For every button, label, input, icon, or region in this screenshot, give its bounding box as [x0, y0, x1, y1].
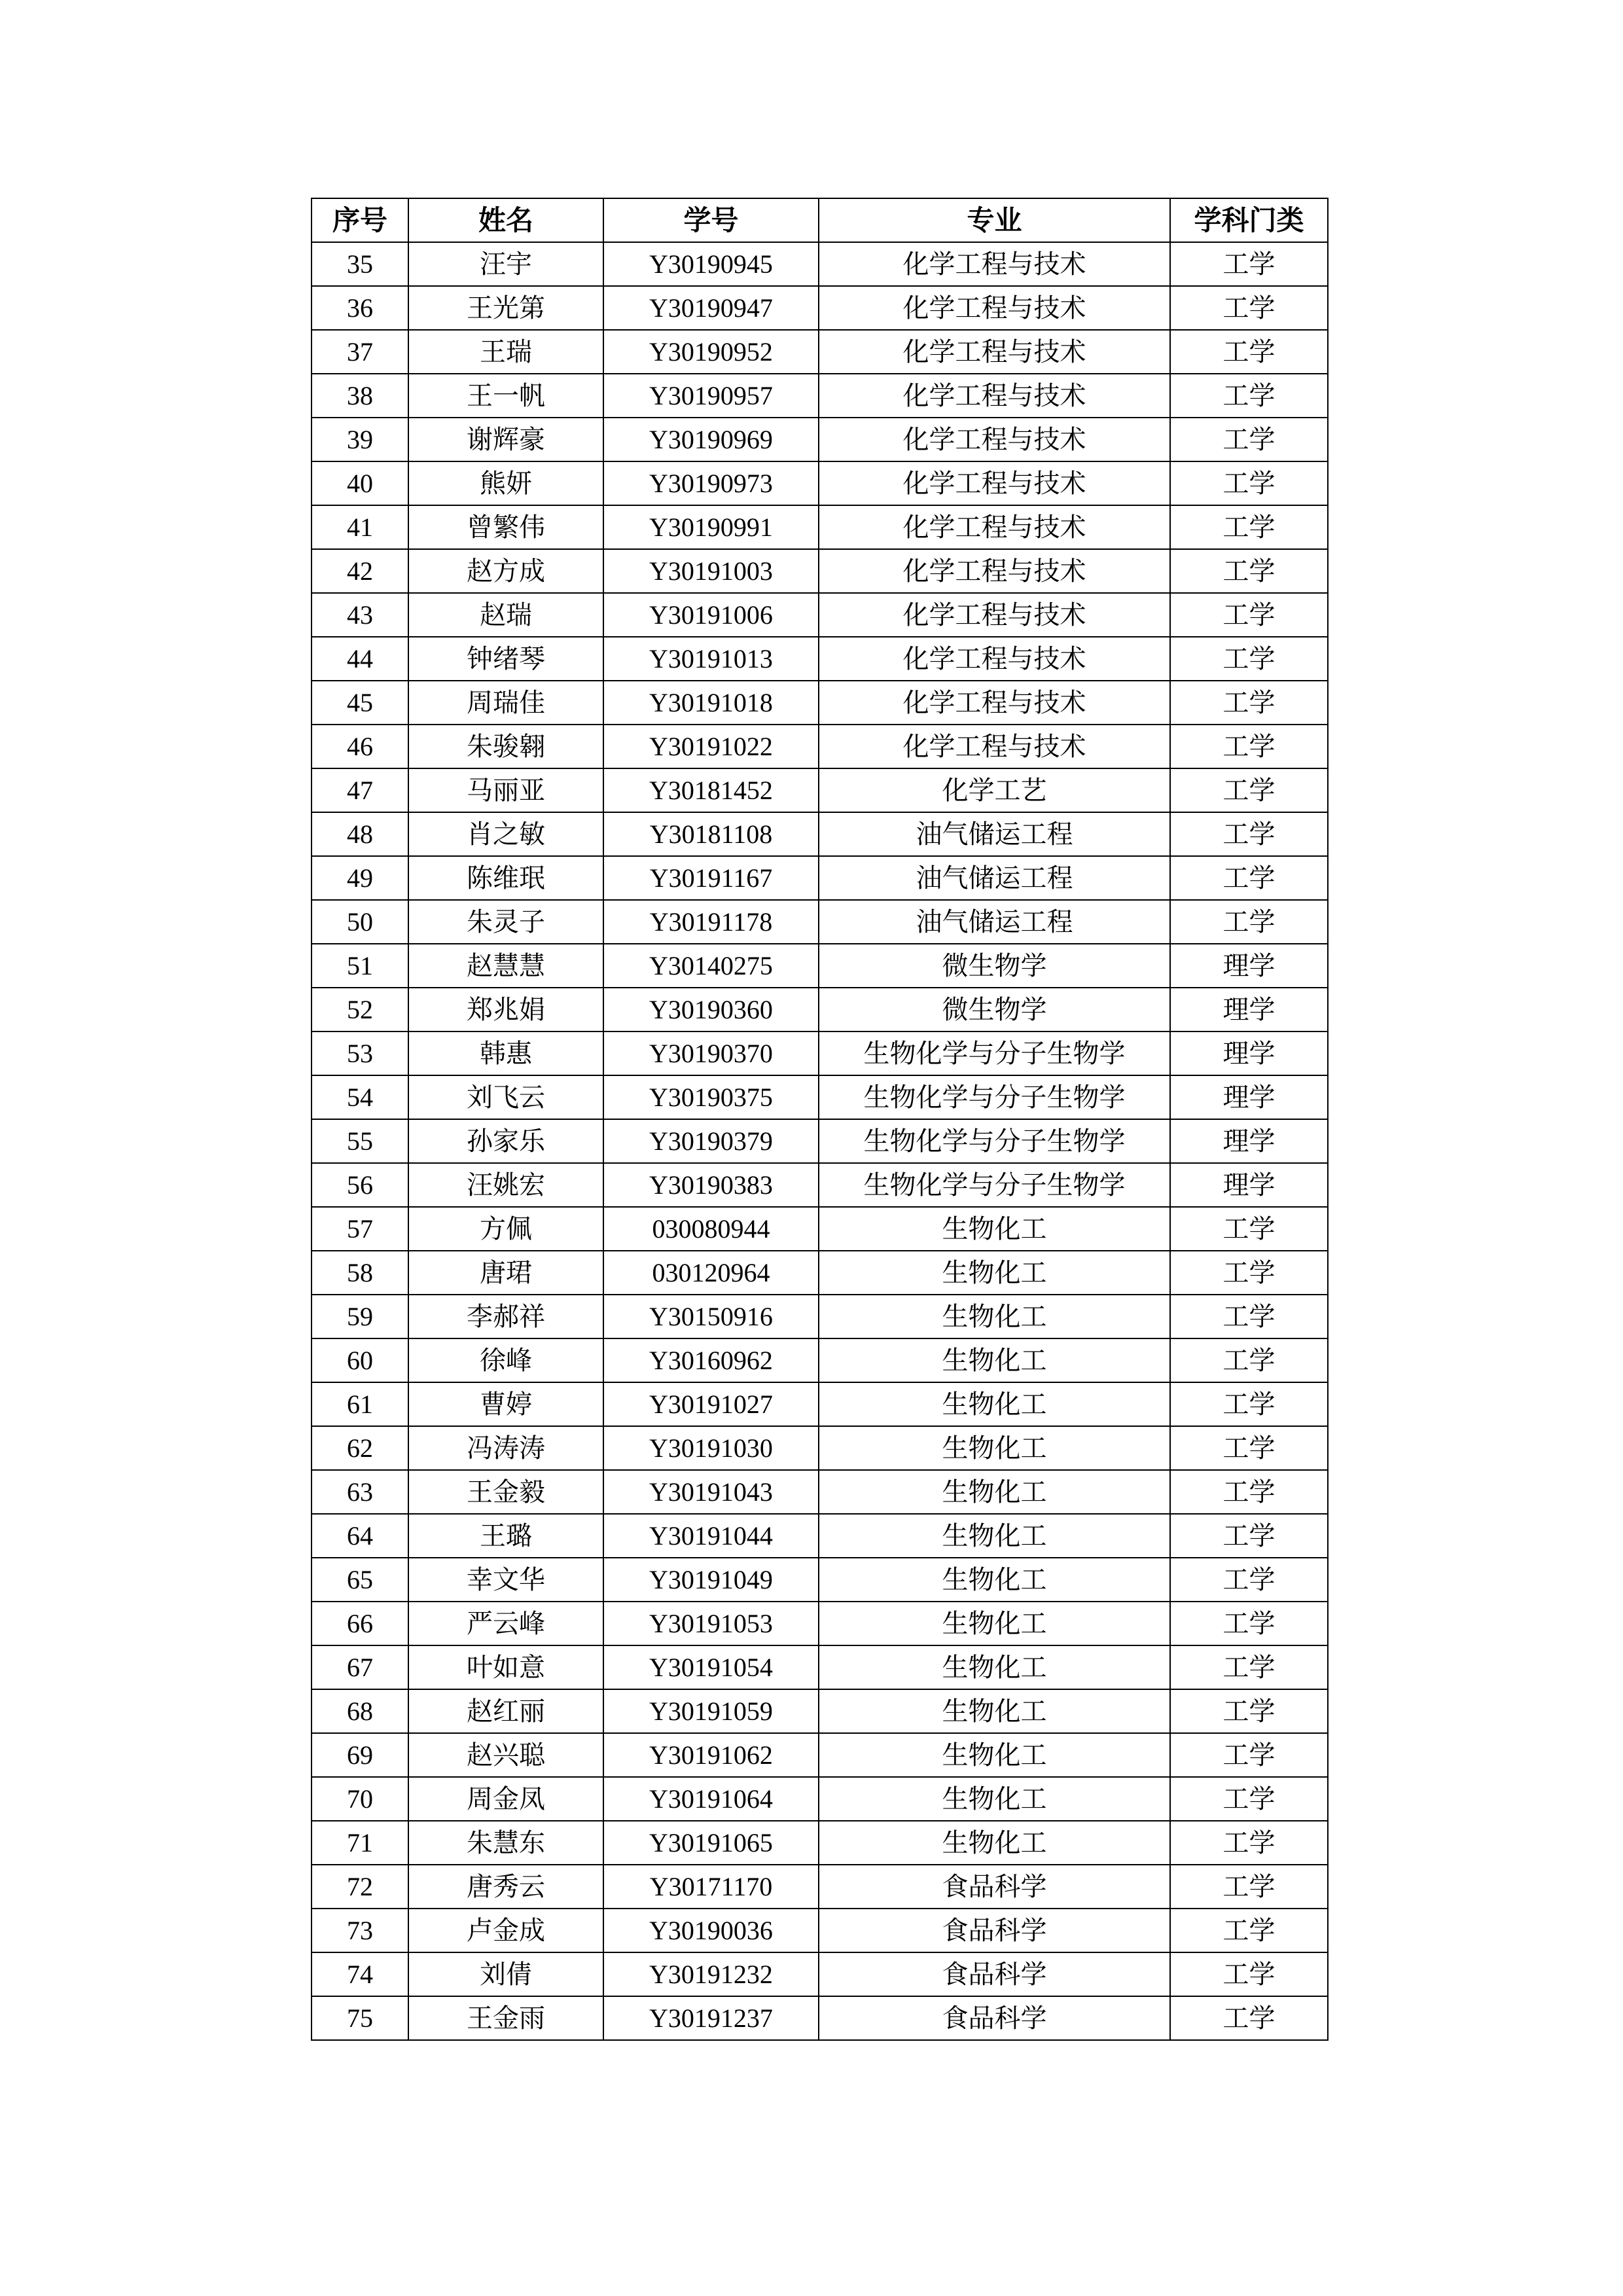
cell-student-id: Y30190952 [603, 330, 819, 374]
cell-name: 刘飞云 [408, 1075, 603, 1119]
cell-index: 71 [312, 1821, 408, 1865]
cell-student-id: Y30191027 [603, 1382, 819, 1426]
table-row [312, 1163, 1328, 1207]
table-row [312, 1119, 1328, 1163]
cell-index: 68 [312, 1689, 408, 1733]
cell-name: 赵红丽 [408, 1689, 603, 1733]
cell-discipline: 理学 [1170, 1031, 1328, 1075]
table-row [312, 1821, 1328, 1865]
cell-name: 周瑞佳 [408, 681, 603, 725]
cell-student-id: Y30181108 [603, 812, 819, 856]
cell-name: 叶如意 [408, 1645, 603, 1689]
cell-student-id: Y30190379 [603, 1119, 819, 1163]
cell-discipline: 工学 [1170, 1689, 1328, 1733]
cell-major: 化学工程与技术 [819, 418, 1170, 461]
cell-discipline: 工学 [1170, 1952, 1328, 1996]
cell-discipline: 工学 [1170, 1645, 1328, 1689]
cell-major: 化学工艺 [819, 768, 1170, 812]
cell-major: 生物化工 [819, 1470, 1170, 1514]
cell-student-id: Y30191065 [603, 1821, 819, 1865]
table-row [312, 1777, 1328, 1821]
cell-student-id: Y30190973 [603, 461, 819, 505]
cell-name: 王璐 [408, 1514, 603, 1558]
cell-discipline: 工学 [1170, 768, 1328, 812]
cell-name: 陈维珉 [408, 856, 603, 900]
cell-name: 王光第 [408, 286, 603, 330]
cell-index: 47 [312, 768, 408, 812]
cell-major: 生物化工 [819, 1382, 1170, 1426]
cell-index: 54 [312, 1075, 408, 1119]
cell-student-id: Y30140275 [603, 944, 819, 988]
cell-index: 74 [312, 1952, 408, 1996]
cell-major: 生物化工 [819, 1689, 1170, 1733]
cell-student-id: Y30191030 [603, 1426, 819, 1470]
cell-discipline: 工学 [1170, 242, 1328, 286]
cell-major: 油气储运工程 [819, 900, 1170, 944]
cell-name: 王金雨 [408, 1996, 603, 2040]
table-row [312, 1558, 1328, 1602]
cell-discipline: 工学 [1170, 812, 1328, 856]
table-row [312, 1645, 1328, 1689]
cell-discipline: 工学 [1170, 1295, 1328, 1338]
cell-student-id: Y30191003 [603, 549, 819, 593]
cell-student-id: Y30191006 [603, 593, 819, 637]
cell-discipline: 工学 [1170, 1338, 1328, 1382]
cell-student-id: Y30190383 [603, 1163, 819, 1207]
cell-name: 赵方成 [408, 549, 603, 593]
cell-index: 41 [312, 505, 408, 549]
table-row [312, 1996, 1328, 2040]
cell-index: 56 [312, 1163, 408, 1207]
cell-discipline: 工学 [1170, 286, 1328, 330]
cell-name: 郑兆娟 [408, 988, 603, 1031]
table-row [312, 988, 1328, 1031]
cell-name: 徐峰 [408, 1338, 603, 1382]
cell-name: 唐珺 [408, 1251, 603, 1295]
cell-major: 食品科学 [819, 1996, 1170, 2040]
cell-index: 64 [312, 1514, 408, 1558]
cell-discipline: 理学 [1170, 1075, 1328, 1119]
table-row [312, 1295, 1328, 1338]
cell-index: 52 [312, 988, 408, 1031]
cell-name: 卢金成 [408, 1909, 603, 1952]
cell-name: 赵兴聪 [408, 1733, 603, 1777]
table-row [312, 418, 1328, 461]
cell-name: 马丽亚 [408, 768, 603, 812]
table-row [312, 1382, 1328, 1426]
cell-name: 朱慧东 [408, 1821, 603, 1865]
cell-student-id: Y30191064 [603, 1777, 819, 1821]
cell-major: 化学工程与技术 [819, 374, 1170, 418]
cell-student-id: Y30171170 [603, 1865, 819, 1909]
cell-name: 朱骏翱 [408, 725, 603, 768]
cell-major: 化学工程与技术 [819, 549, 1170, 593]
cell-name: 王瑞 [408, 330, 603, 374]
cell-discipline: 工学 [1170, 900, 1328, 944]
cell-discipline: 工学 [1170, 1865, 1328, 1909]
table-row [312, 1689, 1328, 1733]
cell-discipline: 工学 [1170, 330, 1328, 374]
cell-discipline: 工学 [1170, 725, 1328, 768]
cell-student-id: Y30191049 [603, 1558, 819, 1602]
cell-student-id: Y30191043 [603, 1470, 819, 1514]
cell-major: 生物化学与分子生物学 [819, 1119, 1170, 1163]
cell-index: 59 [312, 1295, 408, 1338]
table-row [312, 549, 1328, 593]
cell-index: 61 [312, 1382, 408, 1426]
cell-student-id: Y30190991 [603, 505, 819, 549]
cell-student-id: Y30191178 [603, 900, 819, 944]
cell-major: 生物化工 [819, 1777, 1170, 1821]
cell-major: 生物化工 [819, 1733, 1170, 1777]
cell-major: 生物化工 [819, 1558, 1170, 1602]
cell-major: 生物化工 [819, 1645, 1170, 1689]
cell-major: 化学工程与技术 [819, 505, 1170, 549]
cell-discipline: 工学 [1170, 681, 1328, 725]
cell-major: 生物化学与分子生物学 [819, 1163, 1170, 1207]
cell-index: 67 [312, 1645, 408, 1689]
cell-discipline: 工学 [1170, 1777, 1328, 1821]
cell-major: 生物化工 [819, 1295, 1170, 1338]
cell-name: 方佩 [408, 1207, 603, 1251]
cell-name: 汪宇 [408, 242, 603, 286]
table-row [312, 461, 1328, 505]
cell-discipline: 工学 [1170, 1733, 1328, 1777]
cell-student-id: Y30191232 [603, 1952, 819, 1996]
cell-index: 62 [312, 1426, 408, 1470]
cell-student-id: Y30191167 [603, 856, 819, 900]
cell-major: 化学工程与技术 [819, 725, 1170, 768]
cell-student-id: Y30190036 [603, 1909, 819, 1952]
table-row [312, 1909, 1328, 1952]
table-row [312, 1514, 1328, 1558]
cell-index: 70 [312, 1777, 408, 1821]
cell-index: 60 [312, 1338, 408, 1382]
cell-discipline: 工学 [1170, 461, 1328, 505]
cell-student-id: Y30191053 [603, 1602, 819, 1645]
cell-student-id: Y30191022 [603, 725, 819, 768]
cell-index: 49 [312, 856, 408, 900]
table-row [312, 242, 1328, 286]
cell-discipline: 工学 [1170, 637, 1328, 681]
cell-student-id: Y30190969 [603, 418, 819, 461]
header-student-id: 学号 [603, 198, 819, 242]
cell-student-id: Y30190370 [603, 1031, 819, 1075]
cell-index: 73 [312, 1909, 408, 1952]
cell-name: 幸文华 [408, 1558, 603, 1602]
cell-major: 化学工程与技术 [819, 461, 1170, 505]
table-row [312, 637, 1328, 681]
cell-major: 食品科学 [819, 1865, 1170, 1909]
cell-name: 朱灵子 [408, 900, 603, 944]
cell-major: 微生物学 [819, 988, 1170, 1031]
cell-student-id: 030080944 [603, 1207, 819, 1251]
table-row [312, 1865, 1328, 1909]
cell-student-id: Y30191237 [603, 1996, 819, 2040]
cell-major: 油气储运工程 [819, 856, 1170, 900]
table-row [312, 330, 1328, 374]
cell-discipline: 工学 [1170, 418, 1328, 461]
table-row [312, 1426, 1328, 1470]
header-major: 专业 [819, 198, 1170, 242]
cell-index: 58 [312, 1251, 408, 1295]
cell-major: 生物化工 [819, 1207, 1170, 1251]
cell-name: 肖之敏 [408, 812, 603, 856]
cell-discipline: 工学 [1170, 505, 1328, 549]
cell-major: 化学工程与技术 [819, 593, 1170, 637]
cell-name: 熊妍 [408, 461, 603, 505]
cell-discipline: 理学 [1170, 1119, 1328, 1163]
cell-discipline: 理学 [1170, 988, 1328, 1031]
cell-index: 55 [312, 1119, 408, 1163]
student-roster-table [311, 198, 1329, 2041]
cell-index: 39 [312, 418, 408, 461]
cell-discipline: 工学 [1170, 374, 1328, 418]
cell-index: 42 [312, 549, 408, 593]
cell-student-id: Y30191062 [603, 1733, 819, 1777]
cell-student-id: Y30190957 [603, 374, 819, 418]
table-row [312, 812, 1328, 856]
table-row [312, 681, 1328, 725]
cell-name: 王金毅 [408, 1470, 603, 1514]
cell-major: 食品科学 [819, 1952, 1170, 1996]
cell-index: 44 [312, 637, 408, 681]
cell-discipline: 理学 [1170, 1163, 1328, 1207]
table-row [312, 374, 1328, 418]
cell-name: 曾繁伟 [408, 505, 603, 549]
table-row [312, 1207, 1328, 1251]
table-row [312, 900, 1328, 944]
cell-discipline: 工学 [1170, 856, 1328, 900]
cell-discipline: 工学 [1170, 1382, 1328, 1426]
cell-major: 化学工程与技术 [819, 286, 1170, 330]
cell-major: 生物化工 [819, 1251, 1170, 1295]
cell-major: 化学工程与技术 [819, 242, 1170, 286]
cell-student-id: Y30191059 [603, 1689, 819, 1733]
cell-major: 生物化工 [819, 1338, 1170, 1382]
cell-name: 谢辉豪 [408, 418, 603, 461]
table-row [312, 725, 1328, 768]
table-row [312, 1031, 1328, 1075]
cell-major: 生物化工 [819, 1426, 1170, 1470]
cell-index: 69 [312, 1733, 408, 1777]
cell-discipline: 工学 [1170, 593, 1328, 637]
header-discipline: 学科门类 [1170, 198, 1328, 242]
table-row [312, 1952, 1328, 1996]
table-row [312, 1733, 1328, 1777]
cell-student-id: Y30190375 [603, 1075, 819, 1119]
cell-index: 75 [312, 1996, 408, 2040]
table-row [312, 286, 1328, 330]
cell-index: 48 [312, 812, 408, 856]
cell-discipline: 工学 [1170, 1558, 1328, 1602]
cell-discipline: 工学 [1170, 1514, 1328, 1558]
cell-name: 唐秀云 [408, 1865, 603, 1909]
cell-student-id: Y30191013 [603, 637, 819, 681]
cell-name: 曹婷 [408, 1382, 603, 1426]
table-row [312, 1602, 1328, 1645]
table-row [312, 1075, 1328, 1119]
cell-name: 钟绪琴 [408, 637, 603, 681]
cell-index: 40 [312, 461, 408, 505]
cell-name: 严云峰 [408, 1602, 603, 1645]
cell-student-id: Y30190947 [603, 286, 819, 330]
cell-student-id: Y30181452 [603, 768, 819, 812]
table-header-row [312, 198, 1328, 242]
cell-discipline: 工学 [1170, 1207, 1328, 1251]
cell-index: 46 [312, 725, 408, 768]
table-row [312, 944, 1328, 988]
cell-discipline: 工学 [1170, 1251, 1328, 1295]
cell-index: 43 [312, 593, 408, 637]
cell-major: 化学工程与技术 [819, 637, 1170, 681]
cell-index: 63 [312, 1470, 408, 1514]
cell-student-id: Y30190945 [603, 242, 819, 286]
cell-discipline: 工学 [1170, 1821, 1328, 1865]
cell-name: 周金凤 [408, 1777, 603, 1821]
cell-major: 油气储运工程 [819, 812, 1170, 856]
cell-name: 孙家乐 [408, 1119, 603, 1163]
cell-index: 37 [312, 330, 408, 374]
cell-discipline: 工学 [1170, 1470, 1328, 1514]
table-row [312, 856, 1328, 900]
cell-major: 生物化学与分子生物学 [819, 1075, 1170, 1119]
cell-name: 赵瑞 [408, 593, 603, 637]
cell-name: 韩惠 [408, 1031, 603, 1075]
cell-discipline: 工学 [1170, 1909, 1328, 1952]
cell-name: 王一帆 [408, 374, 603, 418]
cell-student-id: Y30150916 [603, 1295, 819, 1338]
table-row [312, 1338, 1328, 1382]
table-row [312, 505, 1328, 549]
cell-student-id: Y30191018 [603, 681, 819, 725]
cell-student-id: Y30191054 [603, 1645, 819, 1689]
cell-discipline: 理学 [1170, 944, 1328, 988]
cell-name: 刘倩 [408, 1952, 603, 1996]
cell-discipline: 工学 [1170, 1996, 1328, 2040]
cell-index: 72 [312, 1865, 408, 1909]
header-name: 姓名 [408, 198, 603, 242]
cell-name: 李郝祥 [408, 1295, 603, 1338]
cell-major: 生物化学与分子生物学 [819, 1031, 1170, 1075]
cell-student-id: 030120964 [603, 1251, 819, 1295]
table-row [312, 1470, 1328, 1514]
cell-index: 38 [312, 374, 408, 418]
cell-major: 化学工程与技术 [819, 681, 1170, 725]
cell-discipline: 工学 [1170, 549, 1328, 593]
cell-index: 51 [312, 944, 408, 988]
cell-major: 生物化工 [819, 1821, 1170, 1865]
cell-name: 冯涛涛 [408, 1426, 603, 1470]
cell-index: 53 [312, 1031, 408, 1075]
cell-major: 食品科学 [819, 1909, 1170, 1952]
table-row [312, 768, 1328, 812]
cell-student-id: Y30160962 [603, 1338, 819, 1382]
table-row [312, 1251, 1328, 1295]
cell-major: 微生物学 [819, 944, 1170, 988]
cell-index: 45 [312, 681, 408, 725]
header-index: 序号 [312, 198, 408, 242]
cell-index: 65 [312, 1558, 408, 1602]
cell-index: 36 [312, 286, 408, 330]
cell-discipline: 工学 [1170, 1602, 1328, 1645]
cell-name: 赵慧慧 [408, 944, 603, 988]
table-row [312, 593, 1328, 637]
cell-major: 生物化工 [819, 1602, 1170, 1645]
cell-discipline: 工学 [1170, 1426, 1328, 1470]
cell-major: 生物化工 [819, 1514, 1170, 1558]
table-body [312, 242, 1328, 2040]
cell-student-id: Y30190360 [603, 988, 819, 1031]
cell-major: 化学工程与技术 [819, 330, 1170, 374]
cell-index: 66 [312, 1602, 408, 1645]
cell-index: 35 [312, 242, 408, 286]
cell-index: 57 [312, 1207, 408, 1251]
cell-name: 汪姚宏 [408, 1163, 603, 1207]
cell-student-id: Y30191044 [603, 1514, 819, 1558]
cell-index: 50 [312, 900, 408, 944]
